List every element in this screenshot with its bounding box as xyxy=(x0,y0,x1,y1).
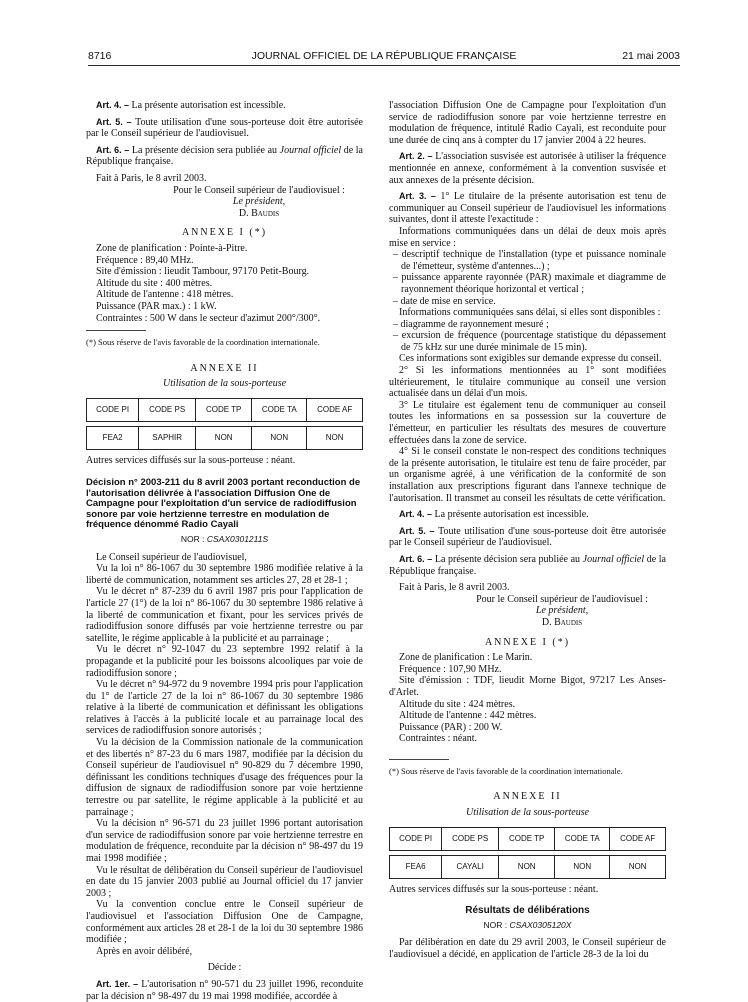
issue-date: 21 mai 2003 xyxy=(622,50,680,62)
fait-line: Fait à Paris, le 8 avril 2003. xyxy=(96,172,207,184)
annexe-title: ANNEXE II xyxy=(190,362,259,374)
annexe-line: Altitude de l'antenne : 442 mètres. xyxy=(399,710,537,722)
article-label: Art. 5. – xyxy=(96,116,132,127)
considerant: Vu la décision n° 96-571 du 23 juillet 1996 portant autorisation d'un service de radiodiffusion sonore par voie hertzienne terrestre en modulation de fréquence, reconduite par la décision n° 98-497 du 19 mai 1998 modifiée ; xyxy=(86,818,363,864)
annexe-line: Fréquence : 107,90 MHz. xyxy=(399,663,502,675)
table-cell: NON xyxy=(252,426,307,449)
paragraph: 3° Le titulaire est également tenu de communiquer au conseil toutes les informations en sa possession sur la couverture de l'émetteur, en particulier les résultats des mesures de couverture effectuées dans la zone de service. xyxy=(389,399,666,446)
considerant: Vu la décision de la Commission nationale de la communication et des libertés n° 87-23 du 6 mars 1987, modifiée par la décision du Conseil supérieur de l'audiovisuel n° 90-829 du 7 décembre 1990, définissant les conditions techniques d'usage des fréquences pour la diffusion de signaux de radiodiffusion sonore par voie hertzienne terrestre ou par satellite, le régime applicable à la publicité et au parrainage ; xyxy=(86,737,363,818)
paragraph: 4° Si le conseil constate le non-respect des conditions techniques de la présente autorisation, le titulaire est tenu de faire procéder, par un organisme agréé, à une vérification de la conformité de son installation aux prescriptions figurant dans l'annexe technique de l'autorisation. Il transmet au conseil les résultats de cette vérification. xyxy=(389,446,666,504)
final-paragraph: Par délibération en date du 29 avril 2003, le Conseil supérieur de l'audiovisuel a décidé, en application de l'article 28-3 de la loi du xyxy=(389,937,666,961)
table-cell: SAPHIR xyxy=(139,426,196,449)
table-header-cell: CODE AF xyxy=(307,398,363,421)
subcarrier-table xyxy=(86,398,363,450)
considerant: Vu le décret n° 87-239 du 6 avril 1987 pris pour l'application de l'article 27 (1°) de la loi n° 86-1067 du 30 septembre 1986 relative à la liberté de communication et fixant, pour les services privés de radiodiffusion sonore diffusés par voie hertzienne terrestre ou par satellite, le régime applicable à la publicité et au parrainage ; xyxy=(86,586,363,644)
annexe-lines xyxy=(86,243,363,324)
page-number: 8716 xyxy=(88,50,112,62)
info-list xyxy=(389,249,666,307)
article-text: La présente autorisation est incessible. xyxy=(434,509,589,521)
subcarrier-table xyxy=(389,827,666,879)
annexe-title: ANNEXE I (*) xyxy=(484,636,571,648)
article-text: La présente décision sera publiée au xyxy=(434,553,583,565)
considerant: Vu la loi n° 86-1067 du 30 septembre 1986 modifiée relative à la liberté de communication, notamment ses articles 27, 28 et 28-1 ; xyxy=(86,563,363,586)
info-heading: Informations communiquées sans délai, si elles sont disponibles : xyxy=(399,307,661,319)
table-cell: NON xyxy=(307,426,363,449)
nor-code: CSAX0305120X xyxy=(509,919,572,930)
nor-line xyxy=(389,920,666,932)
list-item: – excursion de fréquence (pourcentage statistique du dépassement de 75 kHz sur une durée minimale de 15 min). xyxy=(393,330,666,353)
decision-title: Décision n° 2003-211 du 8 avril 2003 portant reconduction de l'autorisation délivrée à l'association Diffusion One de Campagne pour l'exploitation d'un service de radiodiffusion sonore par voie hertzienne terrestre en modulation de fréquence dénommé Radio Cayali xyxy=(86,477,361,531)
table-header-cell: CODE TA xyxy=(555,827,610,850)
signature-name: D. Baudis xyxy=(541,616,583,628)
article-text: Toute utilisation d'une sous-porteuse doit être autorisée par le Conseil supérieur de l'audiovisuel. xyxy=(86,116,363,140)
info-list xyxy=(389,319,666,354)
considerant: Vu le décret n° 94-972 du 9 novembre 1994 pris pour l'application du 1° de l'article 27 de la loi n° 86-1067 du 30 septembre 1986 relative à la liberté de communication et définissant les obligations relatives à l'accès à la publicité locale et au parrainage local des services de radiodiffusion sonore autorisés ; xyxy=(86,679,363,737)
signature-block xyxy=(86,185,363,220)
info-heading: Informations communiquées dans un délai de deux mois après mise en service : xyxy=(389,225,666,249)
table-header-cell: CODE TP xyxy=(499,827,555,850)
table-header-cell: CODE PS xyxy=(442,827,499,850)
annexe-line: Altitude du site : 400 mètres. xyxy=(96,277,213,289)
table-header-cell: CODE PI xyxy=(390,827,442,850)
annexe-lines xyxy=(389,652,666,745)
table-cell: CAYALI xyxy=(442,855,499,878)
article-text: de la République française. xyxy=(389,553,666,577)
annexe-subtitle: Utilisation de la sous-porteuse xyxy=(465,807,590,819)
table-cell: NON xyxy=(196,426,252,449)
divider xyxy=(389,759,449,760)
article-text: de la République française. xyxy=(86,144,363,168)
signature-role: Le président, xyxy=(535,605,589,617)
article-label: Art. 1er. – xyxy=(96,978,139,989)
table-cell: FEA6 xyxy=(390,855,442,878)
signature-name: D. Baudis xyxy=(238,207,280,219)
list-item: – date de mise en service. xyxy=(393,295,496,307)
considerant: Vu le résultat de délibération du Conseil supérieur de l'audiovisuel en date du 15 janvier 2003 publié au Journal officiel du 17 janvier 2003 ; xyxy=(86,864,363,899)
journal-name: Journal officiel xyxy=(582,553,645,565)
table-cell: NON xyxy=(499,855,555,878)
signature-pour: Pour le Conseil supérieur de l'audiovisuel : xyxy=(173,184,345,196)
annexe-line: Fréquence : 89,40 MHz. xyxy=(96,254,194,266)
article-text: La présente autorisation est incessible. xyxy=(131,100,286,111)
table-header-cell: CODE PI xyxy=(87,398,139,421)
annexe-subtitle: Utilisation de la sous-porteuse xyxy=(162,378,287,390)
table-header-cell: CODE TP xyxy=(196,398,252,421)
nor-code: CSAX0301211S xyxy=(206,533,269,544)
annexe-line: Altitude de l'antenne : 418 mètres. xyxy=(96,289,234,301)
footnote: (*) Sous réserve de l'avis favorable de la coordination internationale. xyxy=(86,337,320,348)
annexe-line: Site d'émission : lieudit Tambour, 97170 Petit-Bourg. xyxy=(96,266,310,278)
resultats-title: Résultats de délibérations xyxy=(465,905,590,917)
considerant: Vu le décret n° 92-1047 du 23 septembre 1992 relatif à la propagande et la publicité pour les boissons alcooliques par voie de radiodiffusion sonore ; xyxy=(86,644,363,679)
annexe-line: Contraintes : néant. xyxy=(399,733,478,745)
considerant: Après en avoir délibéré, xyxy=(96,945,193,957)
other-services: Autres services diffusés sur la sous-porteuse : néant. xyxy=(389,883,599,895)
continued-text: l'association Diffusion One de Campagne pour l'exploitation d'un service de radiodiffusion sonore par voie hertzienne terrestre en modulation de fréquence, intitulé Radio Cayali, est reconduite pour une durée de cinq ans à compter du 17 janvier 2004 à 22 heures. xyxy=(389,100,666,146)
article-text: Toute utilisation d'une sous-porteuse doit être autorisée par le Conseil supérieur de l'audiovisuel. xyxy=(389,525,666,549)
left-column xyxy=(86,100,363,1002)
decide-label: Décide : xyxy=(207,962,242,974)
list-item: – descriptif technique de l'installation (type et puissance nominale de l'émetteur, système d'antennes...) ; xyxy=(393,249,666,272)
article-text: La présente décision sera publiée au xyxy=(131,144,280,156)
table-header-cell: CODE PS xyxy=(139,398,196,421)
fait-line: Fait à Paris, le 8 avril 2003. xyxy=(399,582,510,594)
considerants xyxy=(86,552,363,958)
page-header xyxy=(88,51,680,66)
annexe-title: ANNEXE II xyxy=(493,791,562,803)
other-services: Autres services diffusés sur la sous-porteuse : néant. xyxy=(86,454,296,466)
annexe-line: Puissance (PAR max.) : 1 kW. xyxy=(96,300,217,312)
article-label: Art. 4. – xyxy=(399,509,433,520)
table-header-cell: CODE AF xyxy=(610,827,666,850)
article-text: L'association susvisée est autorisée à utiliser la fréquence mentionnée en annexe, conformément à la convention susvisée et aux annexes de la présente décision. xyxy=(389,151,667,186)
signature-pour: Pour le Conseil supérieur de l'audiovisuel : xyxy=(476,593,648,605)
annexe-line: Zone de planification : Pointe-à-Pitre. xyxy=(96,242,248,254)
article-text: 1° Le titulaire de la présente autorisation est tenu de communiquer au Conseil supérieur de l'audiovisuel les informations suivantes, dont il atteste l'exactitude : xyxy=(389,191,667,226)
footnote: (*) Sous réserve de l'avis favorable de la coordination internationale. xyxy=(389,765,623,776)
nor-line xyxy=(86,534,363,546)
article-label: Art. 6. – xyxy=(399,553,433,564)
right-column xyxy=(389,100,666,961)
annexe-title: ANNEXE I (*) xyxy=(181,227,268,239)
list-item: – diagramme de rayonnement mesuré ; xyxy=(393,318,549,330)
article-label: Art. 6. – xyxy=(96,144,130,155)
article-label: Art. 2. – xyxy=(399,151,433,162)
annexe-line: Puissance (PAR) : 200 W. xyxy=(399,721,503,733)
considerant: Le Conseil supérieur de l'audiovisuel, xyxy=(96,551,247,563)
annexe-line: Zone de planification : Le Marin. xyxy=(399,652,533,664)
signature-role: Le président, xyxy=(232,196,286,208)
table-cell: NON xyxy=(610,855,666,878)
journal-title: JOURNAL OFFICIEL DE LA RÉPUBLIQUE FRANÇAISE xyxy=(251,50,517,62)
signature-block xyxy=(389,594,666,629)
paragraph: Ces informations sont exigibles sur demande expresse du conseil. xyxy=(399,353,662,365)
article-label: Art. 4. – xyxy=(96,100,130,110)
divider xyxy=(86,330,146,331)
article-text: L'autorisation n° 90-571 du 23 juillet 1996, reconduite par la décision n° 98-497 du 19 mai 1998 modifiée, accordée à xyxy=(86,978,364,1002)
annexe-line: Contraintes : 500 W dans le secteur d'azimut 200°/300°. xyxy=(96,312,321,324)
annexe-line: Altitude du site : 424 mètres. xyxy=(399,698,516,710)
list-item: – puissance apparente rayonnée (PAR) maximale et diagramme de rayonnement théorique horizontal et vertical ; xyxy=(393,272,666,295)
paragraph: 2° Si les informations mentionnées au 1° sont modifiées ultérieurement, le titulaire communique au conseil une version actualisée dans un délai d'un mois. xyxy=(389,365,666,400)
annexe-line: Site d'émission : TDF, lieudit Morne Bigot, 97217 Les Anses-d'Arlet. xyxy=(389,675,666,698)
journal-name: Journal officiel xyxy=(279,144,342,156)
nor-label: NOR : xyxy=(483,919,508,930)
article3-paragraphs xyxy=(389,353,666,504)
article-label: Art. 5. – xyxy=(399,525,435,536)
considerant: Vu la convention conclue entre le Conseil supérieur de l'audiovisuel et l'association Diffusion One de Campagne, conformément aux articles 28 et 28-1 de la loi du 30 septembre 1986 modifiée ; xyxy=(86,899,363,946)
table-header-cell: CODE TA xyxy=(252,398,307,421)
nor-label: NOR : xyxy=(180,533,205,544)
article-label: Art. 3. – xyxy=(399,191,436,202)
table-cell: NON xyxy=(555,855,610,878)
table-cell: FEA2 xyxy=(87,426,139,449)
